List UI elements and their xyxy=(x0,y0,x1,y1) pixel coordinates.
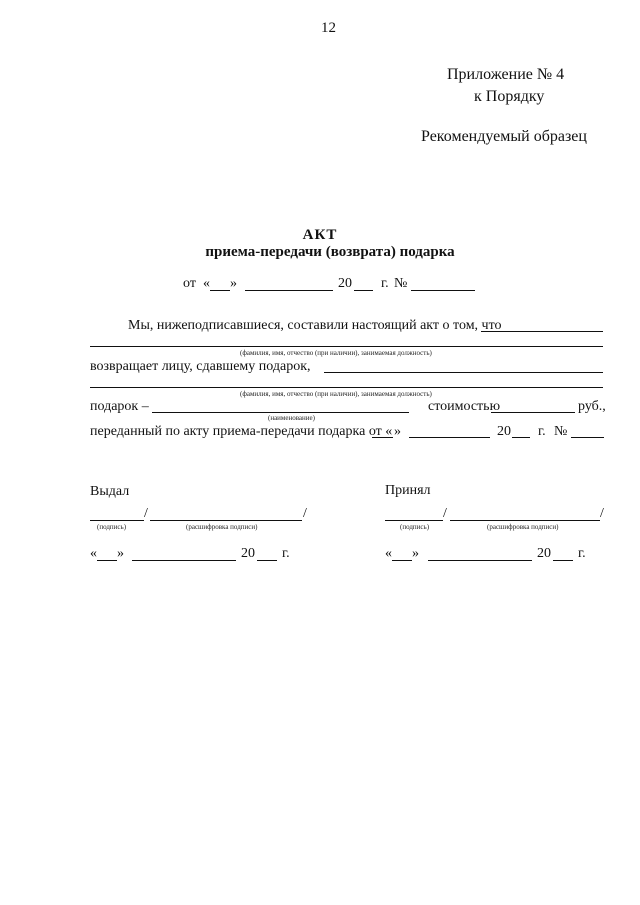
issued-signature-caption: (подпись) xyxy=(97,523,127,531)
transfer-prefix: переданный по акту приема-передачи подарка от « xyxy=(90,424,393,439)
issued-label: Выдал xyxy=(90,484,130,499)
issued-month-field[interactable] xyxy=(132,560,236,561)
received-year-prefix: 20 xyxy=(537,546,551,561)
issued-decoding-field[interactable] xyxy=(150,520,302,521)
received-slash-1: / xyxy=(443,506,447,521)
issued-decoding-caption: (расшифровка подписи) xyxy=(186,523,258,531)
giver-field-2[interactable] xyxy=(90,346,603,347)
transfer-year-prefix: 20 xyxy=(497,424,511,439)
transfer-month-field[interactable] xyxy=(409,437,490,438)
body-line-1: Мы, нижеподписавшиеся, составили настоящий акт о том, что xyxy=(128,318,502,333)
page-number: 12 xyxy=(321,20,336,36)
transfer-day-field[interactable] xyxy=(372,437,393,438)
date-month-field[interactable] xyxy=(245,290,333,291)
date-year-field[interactable] xyxy=(354,290,373,291)
giver-field-1[interactable] xyxy=(481,331,603,332)
issued-year-suffix: г. xyxy=(282,546,290,561)
date-from-label: от xyxy=(183,276,196,291)
received-slash-2: / xyxy=(600,506,604,521)
received-quote-close: » xyxy=(412,546,419,561)
date-quote-close: » xyxy=(230,276,237,291)
transfer-number-sign: № xyxy=(554,424,568,439)
date-year-prefix: 20 xyxy=(338,276,352,291)
gift-label: подарок – xyxy=(90,399,149,414)
received-day-field[interactable] xyxy=(392,560,412,561)
received-decoding-field[interactable] xyxy=(450,520,600,521)
order-label: к Порядку xyxy=(474,88,545,105)
doc-title: АКТ xyxy=(302,227,338,243)
date-quote-open: « xyxy=(203,276,210,291)
act-number-field[interactable] xyxy=(411,290,475,291)
issued-quote-close: » xyxy=(117,546,124,561)
date-day-field[interactable] xyxy=(210,290,230,291)
appendix-label: Приложение № 4 xyxy=(447,66,565,83)
issued-day-field[interactable] xyxy=(97,560,117,561)
issued-quote-open: « xyxy=(90,546,97,561)
received-signature-caption: (подпись) xyxy=(400,523,430,531)
caption-name: (наименование) xyxy=(268,414,315,422)
date-number-sign: № xyxy=(394,276,408,291)
caption-full-name-2: (фамилия, имя, отчество (при наличии), занимаемая должность) xyxy=(240,390,432,398)
transfer-number-field[interactable] xyxy=(571,437,604,438)
issued-year-prefix: 20 xyxy=(241,546,255,561)
received-signature-field[interactable] xyxy=(385,520,443,521)
transfer-quote-close: » xyxy=(394,424,401,439)
sample-label: Рекомендуемый образец xyxy=(421,128,587,145)
date-year-suffix: г. xyxy=(381,276,389,291)
body-line-2: возвращает лицу, сдавшему подарок, xyxy=(90,359,311,374)
received-quote-open: « xyxy=(385,546,392,561)
received-month-field[interactable] xyxy=(428,560,532,561)
issued-slash-2: / xyxy=(303,506,307,521)
currency-label: руб., xyxy=(578,399,606,414)
caption-full-name-1: (фамилия, имя, отчество (при наличии), занимаемая должность) xyxy=(240,349,432,357)
receiver-field-2[interactable] xyxy=(90,387,603,388)
received-label: Принял xyxy=(385,483,431,498)
transfer-year-field[interactable] xyxy=(512,437,530,438)
issued-slash-1: / xyxy=(144,506,148,521)
received-year-field[interactable] xyxy=(553,560,573,561)
gift-cost-field[interactable] xyxy=(491,412,575,413)
cost-label: стоимостью xyxy=(428,399,501,414)
issued-signature-field[interactable] xyxy=(90,520,144,521)
doc-subtitle: приема-передачи (возврата) подарка xyxy=(205,244,455,260)
received-decoding-caption: (расшифровка подписи) xyxy=(487,523,559,531)
receiver-field-1[interactable] xyxy=(324,372,603,373)
received-year-suffix: г. xyxy=(578,546,586,561)
issued-year-field[interactable] xyxy=(257,560,277,561)
gift-name-field[interactable] xyxy=(152,412,409,413)
transfer-year-suffix: г. xyxy=(538,424,546,439)
